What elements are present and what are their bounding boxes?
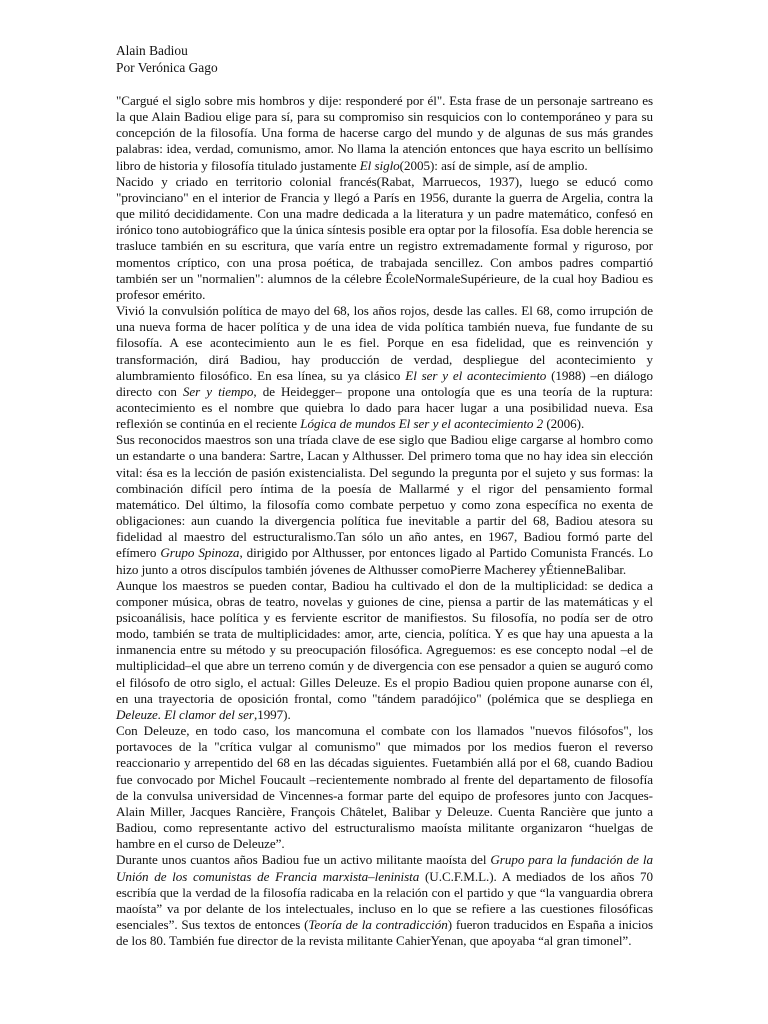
paragraph-text: , dirigido por Althusser, por entonces ligado al Partido Comunista Francés. Lo hizo junto a otros discípulos también jóvenes de Althusser comoPierre Macherey yÉtienneBalibar. — [116, 545, 653, 577]
italic-title-text: Teoría de la contradicción — [308, 916, 448, 932]
italic-title-text: Deleuze. El clamor del ser — [116, 706, 254, 722]
paragraph — [116, 93, 653, 174]
paragraph-text: (U.C.F.M.L.). A mediados de los años 70 escribía que la verdad de la filosofía radicaba en la relación con el partido y que “la vanguardia obrera maoísta” va por delante de los intelectuales, incluso en lo que se refiere a las cuestiones filosóficas esenciales”. Sus textos de entonces ( — [116, 868, 654, 932]
paragraph-text: "Cargué el siglo sobre mis hombros y dije: responderé por él". Esta frase de un personaje sartreano es la que Alain Badiou elige para sí, para su compromiso sin resquicios con lo contemporáneo y para su concepción de la filosofía. Una forma de hacerse cargo del mundo y de algunas de sus más grandes palabras: idea, verdad, comunismo, amor. No llama la atención entonces que haya escrito un bellísimo libro de historia y filosofía titulado justamente — [116, 93, 653, 173]
document-header — [116, 42, 218, 76]
paragraph-text: (1988) –en diálogo directo con — [116, 367, 653, 399]
paragraph — [116, 174, 653, 303]
paragraph-text: , de Heidegger– propone una ontología que es una teoría de la ruptura: acontecimiento es el nombre que quiebra lo dado para hacer lugar a una posibilidad nueva. Esa reflexión se continúa en el reciente — [116, 383, 653, 432]
paragraph-text: Aunque los maestros se pueden contar, Badiou ha cultivado el don de la multiplicidad: se dedica a componer música, obras de teatro, novelas y guiones de cine, piensa a partir de las matemáticas y el psicoanálisis, hace política y es ferviente escritor de manifiestos. Su filosofía, no podía ser de otro modo, también se trata de multiplicidades: amor, arte, ciencia, política. Y es que hay una apuesta a la inmanencia entre su método y su preocupación filosófica. Agreguemos: es ese concepto nodal –el de multiplicidad–el que abre un terreno común y de divergencia con ese pensador a quien se auguró como el filósofo de otro siglo, el actual: Gilles Deleuze. Es el propio Badiou quien propone aunarse con él, en una trayectoria de oposición frontal, como "tándem paradójico" (polémica que se despliega en — [116, 577, 653, 706]
document-title: Alain Badiou — [116, 43, 188, 58]
italic-title-text: El ser y el acontecimiento — [405, 367, 547, 383]
paragraph-text: Con Deleuze, en todo caso, los mancomuna el combate con los llamados "nuevos filósofos", los portavoces de la "crítica vulgar al comunismo" que mimados por los medios fueron el reverso reaccionario y arrepentido del 68 en las décadas siguientes. Fuetambién allá por el 68, cuando Badiou fue convocado por Michel Foucault –recientemente nombrado al frente del departamento de filosofía de la convulsa universidad de Vincennes-a formar parte del equipo de profesores junto con Jacques-Alain Miller, Jacques Rancière, François Châtelet, Balibar y Deleuze. Cuenta Rancière que junto a Badiou, como representante activo del estructuralismo maoísta militante organizaron “huelgas de hambre en el curso de Deleuze”. — [116, 723, 653, 852]
italic-title-text: Grupo Spinoza — [160, 545, 240, 561]
paragraph-text: Durante unos cuantos años Badiou fue un activo militante maoísta del — [116, 852, 491, 868]
paragraph — [116, 852, 653, 949]
document-byline: Por Verónica Gago — [116, 60, 218, 75]
paragraph — [116, 303, 653, 432]
paragraph — [116, 578, 653, 723]
paragraph — [116, 723, 653, 852]
italic-title-text: Lógica de mundos El ser y el acontecimiento 2 — [300, 416, 544, 432]
italic-title-text: Grupo para la fundación de la Unión de los comunistas de Francia marxista–leninista — [116, 852, 653, 884]
paragraph-text: ,1997). — [253, 706, 291, 722]
italic-title-text: Ser y tiempo — [182, 383, 254, 399]
paragraph-text: ) fueron traducidos en España a inicios de los 80. También fue director de la revista militante CahierYenan, que apoyaba “al gran timonel”. — [116, 916, 653, 949]
paragraph-text: Nacido y criado en territorio colonial francés(Rabat, Marruecos, 1937), luego se educó como "provinciano" en el interior de Francia y llegó a París en 1956, durante la guerra de Argelia, contra la que militó decididamente. Con una madre dedicada a la literatura y un padre matemático, confesó en irónico tono autobiográfico que la única síntesis posible era optar por la filosofía. Esa doble herencia se trasluce también en su escritura, que varía entre un registro extremadamente formal y riguroso, por momentos críptico, con una prosa poética, de trabajada sencillez. Con ambos padres compartió también ser un "normalien": alumnos de la célebre ÉcoleNormaleSupérieure, de la cual hoy Badiou es profesor emérito. — [116, 173, 653, 302]
document-body — [116, 93, 653, 949]
italic-title-text: El siglo — [359, 157, 400, 173]
paragraph-text: Sus reconocidos maestros son una tríada clave de ese siglo que Badiou elige cargarse al hombro como un estandarte o una bandera: Sartre, Lacan y Althusser. Del primero toma que no hay idea sin elección vital: ésa es la lección de pasión existencialista. Del segundo la pregunta por el sujeto y sus formas: la combinación difícil pero íntima de la poesía de Mallarmé y el rigor del pensamiento formal matemático. Del último, la filosofía como combate perpetuo y como zona específica no exenta de obligaciones: aun cuando la divergencia política fue inevitable a partir del 68, Badiou atesora su fidelidad al maestro del estructuralismo.Tan sólo un año antes, en 1967, Badiou formó parte del efímero — [116, 432, 653, 561]
paragraph-text: Vivió la convulsión política de mayo del 68, los años rojos, desde las calles. El 68, como irrupción de una nueva forma de hacer política y de una idea de vida política también nueva, fue fundante de su filosofía. A ese acontecimiento aun le es fiel. Porque en esa fidelidad, que es reinvención y transformación, dirá Badiou, hay producción de verdad, despliegue del acontecimiento y alumbramiento filosófico. En esa línea, su ya clásico — [116, 303, 653, 383]
paragraph — [116, 432, 653, 577]
paragraph-text: (2006). — [543, 416, 585, 432]
paragraph-text: (2005): así de simple, así de amplio. — [399, 157, 588, 173]
